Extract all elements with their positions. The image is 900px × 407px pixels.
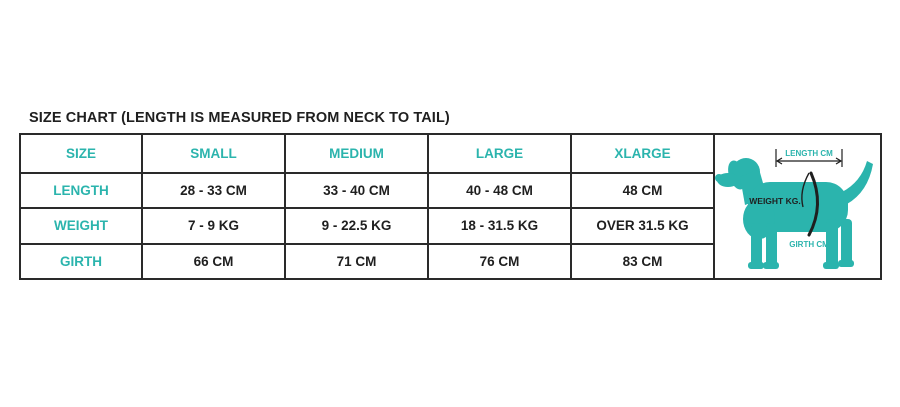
dog-measurement-icon <box>715 135 880 278</box>
row-label-weight: WEIGHT <box>20 208 142 243</box>
table-cell: 48 CM <box>571 173 714 208</box>
table-cell: 33 - 40 CM <box>285 173 428 208</box>
size-chart-table <box>19 133 882 280</box>
size-chart-title: SIZE CHART (LENGTH IS MEASURED FROM NECK TO TAIL) <box>29 110 450 126</box>
table-cell: 76 CM <box>428 244 571 280</box>
table-cell: 9 - 22.5 KG <box>285 208 428 243</box>
table-cell: 83 CM <box>571 244 714 280</box>
row-label-girth: GIRTH <box>20 244 142 280</box>
header-size-large: LARGE <box>428 134 571 173</box>
header-label-cell: SIZE <box>20 134 142 173</box>
table-cell: 7 - 9 KG <box>142 208 285 243</box>
header-size-small: SMALL <box>142 134 285 173</box>
table-cell: 71 CM <box>285 244 428 280</box>
table-cell: 18 - 31.5 KG <box>428 208 571 243</box>
table-cell: 66 CM <box>142 244 285 280</box>
dog-diagram-cell <box>714 134 881 279</box>
length-cm-label: LENGTH CM <box>785 149 833 158</box>
header-size-xlarge: XLARGE <box>571 134 714 173</box>
table-header-row <box>20 134 881 173</box>
row-label-length: LENGTH <box>20 173 142 208</box>
header-size-medium: MEDIUM <box>285 134 428 173</box>
dog-silhouette-icon <box>715 158 873 269</box>
table-cell: 40 - 48 CM <box>428 173 571 208</box>
table-cell: OVER 31.5 KG <box>571 208 714 243</box>
table-cell: 28 - 33 CM <box>142 173 285 208</box>
girth-cm-label: GIRTH CM <box>789 240 829 249</box>
weight-kg-label: WEIGHT KG. <box>749 196 801 206</box>
